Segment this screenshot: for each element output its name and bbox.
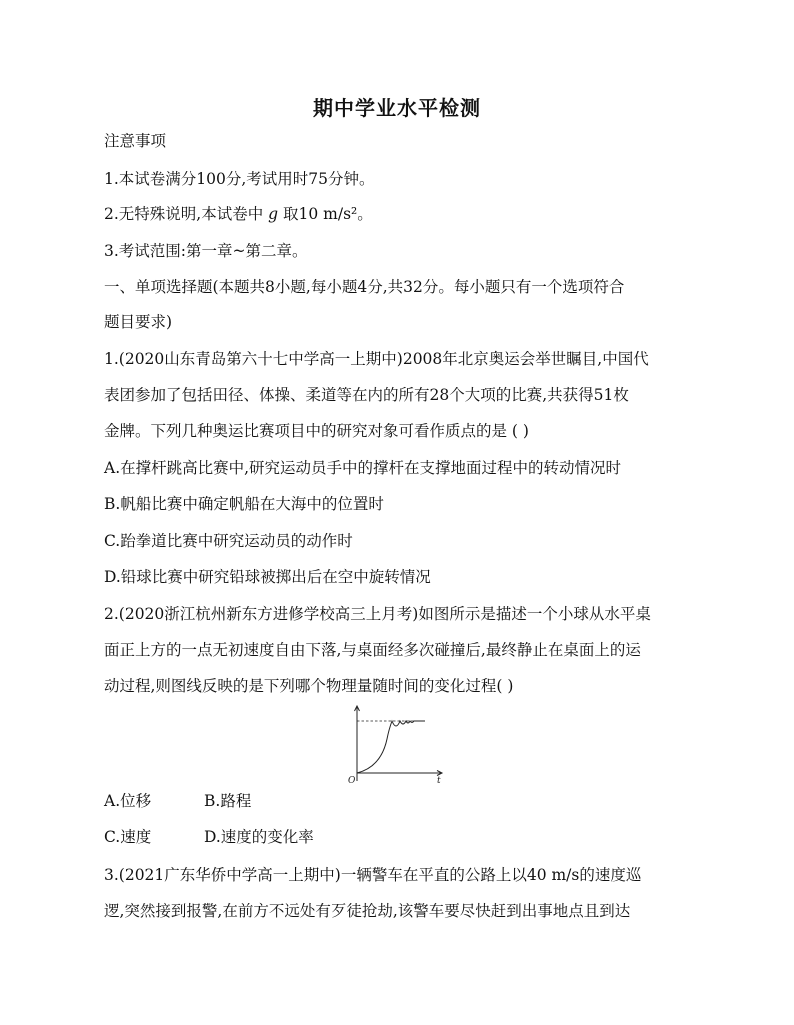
section-heading-line-1: 一、单项选择题(本题共8小题,每小题4分,共32分。每小题只有一个选项符合 xyxy=(104,278,625,296)
q1-line-2: 表团参加了包括田径、体操、柔道等在内的所有28个大项的比赛,共获得51枚 xyxy=(104,386,629,404)
q1-option-a: A.在撑杆跳高比赛中,研究运动员手中的撑杆在支撑地面过程中的转动情况时 xyxy=(104,459,622,477)
section-heading-line-2: 题目要求) xyxy=(104,313,173,331)
q2-option-c: C.速度 xyxy=(104,828,152,846)
note-item-2-after: 取10 m/s²。 xyxy=(283,205,373,223)
graph-curve xyxy=(357,721,425,773)
q1-option-b: B.帆船比赛中确定帆船在大海中的位置时 xyxy=(104,495,384,513)
q2-option-d: D.速度的变化率 xyxy=(204,828,314,846)
graph-origin-label: O xyxy=(348,776,356,785)
q2-option-a: A.位移 xyxy=(104,792,152,810)
q2-line-3: 动过程,则图线反映的是下列哪个物理量随时间的变化过程( ) xyxy=(104,677,514,695)
note-item-2-variable: g xyxy=(268,205,279,223)
q2-line-2: 面正上方的一点无初速度自由下落,与桌面经多次碰撞后,最终静止在桌面上的运 xyxy=(104,641,641,659)
page-title: 期中学业水平检测 xyxy=(313,96,481,120)
q3-line-2: 逻,突然接到报警,在前方不远处有歹徒抢劫,该警车要尽快赶到出事地点且到达 xyxy=(104,902,631,920)
note-item-3: 3.考试范围:第一章~第二章。 xyxy=(104,242,308,260)
notes-heading: 注意事项 xyxy=(104,132,167,150)
q1-line-1: 1.(2020山东青岛第六十七中学高一上期中)2008年北京奥运会举世瞩目,中国代 xyxy=(104,350,649,368)
q1-option-c: C.跆拳道比赛中研究运动员的动作时 xyxy=(104,532,353,550)
graph-x-label: t xyxy=(437,776,441,785)
note-item-2 xyxy=(104,203,704,225)
note-item-2-before: 2.无特殊说明,本试卷中 xyxy=(104,205,264,223)
q3-line-1: 3.(2021广东华侨中学高一上期中)一辆警车在平直的公路上以40 m/s的速度巡 xyxy=(104,866,642,884)
q2-option-b: B.路程 xyxy=(204,792,252,810)
q1-line-3: 金牌。下列几种奥运比赛项目中的研究对象可看作质点的是 ( ) xyxy=(104,422,529,440)
q2-line-1: 2.(2020浙江杭州新东方进修学校高三上月考)如图所示是描述一个小球从水平桌 xyxy=(104,605,651,623)
q1-option-d: D.铅球比赛中研究铅球被掷出后在空中旋转情况 xyxy=(104,568,431,586)
note-item-1: 1.本试卷满分100分,考试用时75分钟。 xyxy=(104,170,375,188)
q2-graph xyxy=(345,705,450,785)
